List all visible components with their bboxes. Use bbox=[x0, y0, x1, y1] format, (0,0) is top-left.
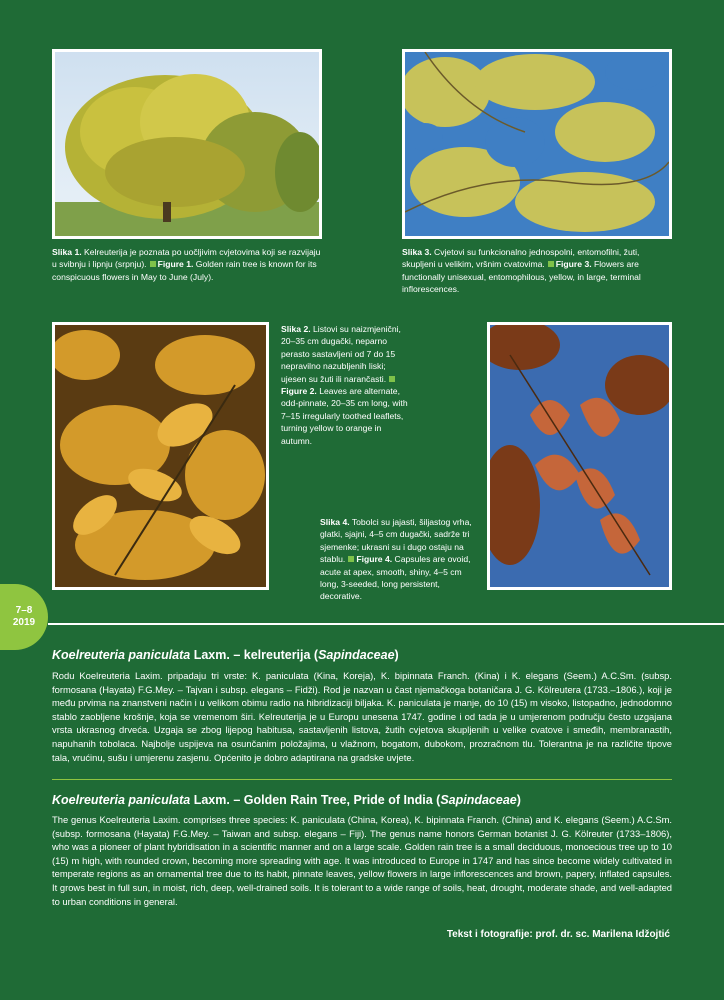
issue-year: 2019 bbox=[12, 617, 36, 628]
caption-label-en: Figure 3. bbox=[555, 259, 592, 270]
divider-top bbox=[48, 623, 724, 625]
page-number-badge bbox=[0, 584, 48, 650]
caption-label-en: Figure 2. bbox=[281, 386, 317, 397]
title-family: Sapindaceae bbox=[440, 793, 517, 807]
title-close: ) bbox=[516, 793, 521, 807]
flower-inflorescence-photo-icon bbox=[405, 52, 669, 236]
title-family: Sapindaceae bbox=[318, 648, 395, 662]
caption-text-en: Capsules are ovoid, acute at apex, smooth, shiny, 4–5 cm long, 3-seeded, long persistent, decorative. bbox=[320, 554, 471, 602]
seed-capsules-photo-icon bbox=[490, 325, 669, 587]
caption-figure-2 bbox=[281, 323, 413, 447]
divider-mid bbox=[52, 779, 672, 780]
caption-text-en: Leaves are alternate, odd-pinnate, 20–35 cm long, with 7–15 irregularly toothed leaflets, turning yellow to orange in autumn. bbox=[281, 386, 408, 446]
title-latin: Koelreuteria paniculata bbox=[52, 793, 191, 807]
caption-text-en: Golden rain tree is known for its conspicuous flowers in May to June (July). bbox=[52, 259, 317, 282]
section-title-hr bbox=[52, 648, 399, 662]
caption-figure-4 bbox=[320, 516, 480, 603]
caption-text-hr: Listovi su naizmjenični, 20–35 cm dugački, neparno perasto sastavljeni od 7 do 15 nepravilno nazubljenih liski; ujesen su žuti ili narančasti. bbox=[281, 324, 401, 384]
section-title-en bbox=[52, 793, 521, 807]
caption-label-hr: Slika 2. bbox=[281, 324, 311, 334]
photo-seed-capsules bbox=[487, 322, 672, 590]
paragraph-en: The genus Koelreuteria Laxim. comprises three species: K. paniculata (China, Korea), K. bipinnata Franch. (China) and K. elegans (Seem.) A.C.Sm. (subsp. formosana (Hayata) F.G.Mey. – Taiwan and subsp. elegans – Fiji). The genus name honors German botanist J. G. Kölreuter (1733–1806), who was a pioneer of plant hybridisation in a scientific manner and on a large scale. Golden rain tree is a small deciduous, monoecious tree up to 10 (15) m high, with rounded crown, becoming more spreading with age. It was introduced to Europe in 1747 and has since become widely cultivated in temperate regions as an ornamental tree due to its habit, pinnate leaves, yellow flowers in large inflorescences and brown, papery, inflated capsules. It grows best in full sun, in moist, rich, deep, well-drained soils. It is tolerant to a wide range of soils, heat, drought, moderate shade, and well-adapted to urban conditions in general. bbox=[52, 814, 672, 907]
golden-rain-tree-photo-icon bbox=[55, 52, 319, 236]
caption-text-hr: Tobolci su jajasti, šiljastog vrha, glatki, sjajni, 4–5 cm dugački, sadrže tri sjemenke; ukrasni su i dugo ostaju na stablu. bbox=[320, 517, 472, 565]
caption-text-hr: Kelreuterija je poznata po uočljivim cvjetovima koji se razvijaju u svibnju i lipnju (srpnju). bbox=[52, 247, 321, 270]
caption-text-hr: Cvjetovi su funkcionalno jednospolni, entomofilni, žuti, skupljeni u velikim, vršnim cvatovima. bbox=[402, 247, 640, 270]
photo-flower-inflorescence bbox=[402, 49, 672, 239]
title-latin: Koelreuteria paniculata bbox=[52, 648, 191, 662]
figure-marker-icon bbox=[348, 556, 354, 562]
figure-marker-icon bbox=[150, 261, 156, 267]
page-numbers: 7–8 bbox=[15, 605, 33, 616]
caption-label-hr: Slika 3. bbox=[402, 247, 432, 257]
caption-figure-3 bbox=[402, 246, 674, 296]
title-rest: Laxm. – Golden Rain Tree, Pride of India ( bbox=[190, 793, 441, 807]
caption-label-en: Figure 4. bbox=[356, 554, 393, 565]
photo-golden-rain-tree bbox=[52, 49, 322, 239]
title-close: ) bbox=[394, 648, 399, 662]
figure-marker-icon bbox=[389, 376, 395, 382]
autumn-leaves-photo-icon bbox=[55, 325, 266, 587]
author-credit: Tekst i fotografije: prof. dr. sc. Marilena Idžojtić bbox=[446, 929, 670, 940]
title-rest: Laxm. – kelreuterija ( bbox=[190, 648, 319, 662]
caption-label-en: Figure 1. bbox=[157, 259, 194, 270]
caption-label-hr: Slika 1. bbox=[52, 247, 82, 257]
paragraph-hr: Rodu Koelreuteria Laxim. pripadaju tri vrste: K. paniculata (Kina, Koreja), K. bipinnata Franch. (Kina) i K. elegans (Seem.) A.C.Sm. (subsp. formosana (Hayata) F.G.Mey. – Tajvan i subsp. elegans – Fidži). Rod je nazvan u čast njemačkoga botaničara J. G. Kölreutera (1733.–1806.), koji je među prvima na znanstveni način i u velikom obimu radio na hibridizaciji biljaka. K. paniculata je manje, do 10 (15) m visoko, listopadno, jednodomno stablo zaobljene krošnje, koja se vremenom širi. Kelreuterija je u Europu unesena 1747. godine i od tada je u umjerenom području često uzgajana vrsta ukrasnog drveća. Uzgaja se zbog lijepog habitusa, sastavljenih listova, žutih cvjetova skupljenih u velike cvatove i smeđih, membranastih, napuhanih tobolaca. Najbolje uspijeva na osunčanim položajima, u vlažnom, bogatom, dubokom, prozračnom tlu. Tolerantna je na različite tipove tala, vrućinu, sušu i umjerenu zasjenu. Općenito je dobro adaptirana na gradske uvjete. bbox=[52, 670, 672, 763]
photo-autumn-leaves bbox=[52, 322, 269, 590]
caption-figure-1 bbox=[52, 246, 327, 283]
figure-marker-icon bbox=[548, 261, 554, 267]
caption-text-en: Flowers are functionally unisexual, entomophilous, yellow, in large, terminal inflorescences. bbox=[402, 259, 641, 295]
caption-label-hr: Slika 4. bbox=[320, 517, 350, 527]
